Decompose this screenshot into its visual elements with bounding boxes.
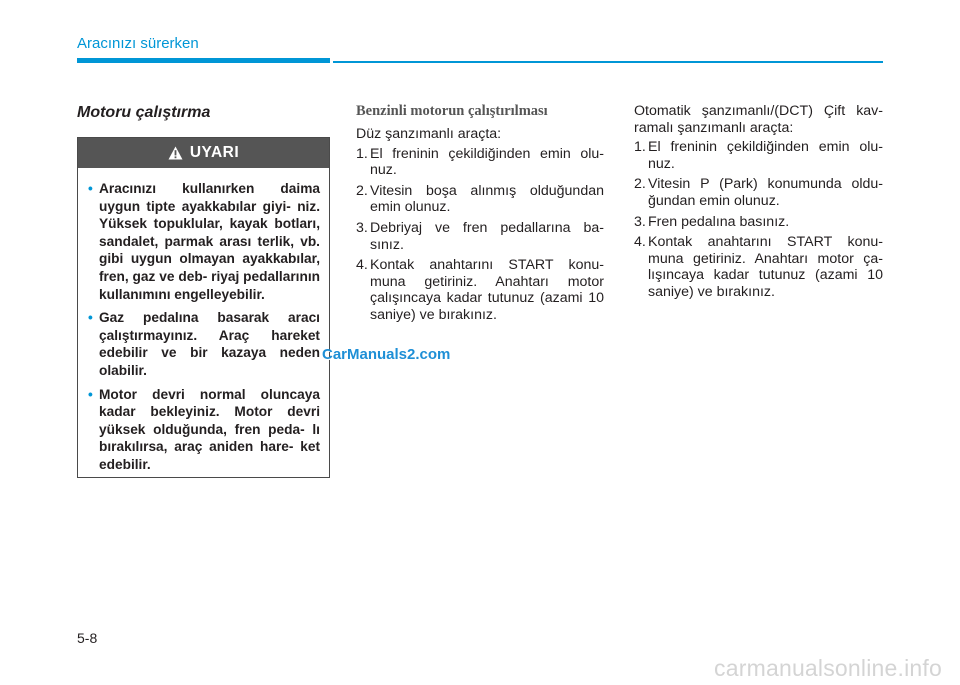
section-header: Aracınızı sürerken <box>77 35 199 52</box>
list-item <box>634 176 883 209</box>
step-text: Debriyaj ve fren pedallarına ba- sınız. <box>370 219 604 253</box>
page-number: 5-8 <box>77 630 98 646</box>
step-number: 2. <box>356 182 368 199</box>
step-number: 2. <box>634 176 646 193</box>
step-text: Fren pedalına basınız. <box>648 213 790 230</box>
warning-item-text: Motor devri normal oluncaya kadar bekleyiniz. Motor devri yüksek olduğunda, fren peda- lı bırakılırsa, araç aniden hare- ket edebilir. <box>99 386 320 472</box>
manual-steps <box>356 146 604 324</box>
step-number: 1. <box>634 139 646 156</box>
step-text: El freninin çekildiğinden emin olu- nuz. <box>648 139 883 172</box>
list-item <box>356 220 604 253</box>
header-rule-light <box>333 61 883 63</box>
warning-item <box>88 180 320 303</box>
manual-intro: Düz şanzımanlı araçta: <box>356 126 502 142</box>
watermark-link[interactable]: CarManuals2.com <box>322 346 451 363</box>
warning-triangle-icon <box>168 146 183 160</box>
list-item <box>634 214 883 231</box>
warning-label: UYARI <box>189 144 240 161</box>
warning-body <box>78 168 329 474</box>
step-number: 4. <box>634 234 646 251</box>
list-item <box>634 139 883 172</box>
step-text: El freninin çekildiğinden emin olu- nuz. <box>370 145 604 179</box>
auto-intro: Otomatik şanzımanlı/(DCT) Çift kav- ramalı şanzımanlı araçta: <box>634 103 883 136</box>
warning-item-text: Gaz pedalına basarak aracı çalıştırmayınız. Araç hareket edebilir ve bir kazaya neden olabilir. <box>99 310 320 378</box>
list-item <box>356 146 604 179</box>
subsection-title: Benzinli motorun çalıştırılması <box>356 103 548 119</box>
step-text: Vitesin boşa alınmış olduğundan emin olunuz. <box>370 182 604 216</box>
main-title: Motoru çalıştırma <box>77 104 211 121</box>
auto-steps <box>634 139 883 300</box>
header-rule-dark <box>77 58 330 63</box>
right-column <box>634 103 883 305</box>
warning-header <box>78 138 329 168</box>
step-number: 1. <box>356 145 368 162</box>
step-number: 3. <box>356 219 368 236</box>
footer-watermark: carmanualsonline.info <box>714 655 942 681</box>
warning-item-text: Aracınızı kullanırken daima uygun tipte ayakkabılar giyi- niz. Yüksek topuklular, kayak botları, sandalet, parmak arası terlik, vb. gibi uygun olmayan ayakkabılar, fren, gaz ve deb- riyaj pedallarının kullanımını engelleyebilir. <box>99 181 320 302</box>
left-column <box>77 104 330 478</box>
bullet-icon: • <box>88 181 93 196</box>
bullet-icon: • <box>88 310 93 326</box>
bullet-icon: • <box>88 386 93 402</box>
step-number: 3. <box>634 213 646 230</box>
list-item <box>356 257 604 323</box>
warning-item <box>88 309 320 379</box>
step-text: Vitesin P (Park) konumunda oldu- ğundan emin olunuz. <box>648 176 883 209</box>
warning-box <box>77 137 330 478</box>
warning-item <box>88 386 320 474</box>
step-text: Kontak anahtarını START konu- muna getiriniz. Anahtarı motor ça- lışıncaya kadar tutunuz (azami 10 saniye) ve bırakınız. <box>648 234 883 300</box>
warning-list <box>88 180 320 474</box>
list-item <box>634 234 883 300</box>
middle-column <box>356 103 604 328</box>
step-text: Kontak anahtarını START konu- muna getiriniz. Anahtarı motor çalışıncaya kadar tutunuz (azami 10 saniye) ve bırakınız. <box>370 257 604 323</box>
list-item <box>356 183 604 216</box>
step-number: 4. <box>356 257 368 274</box>
